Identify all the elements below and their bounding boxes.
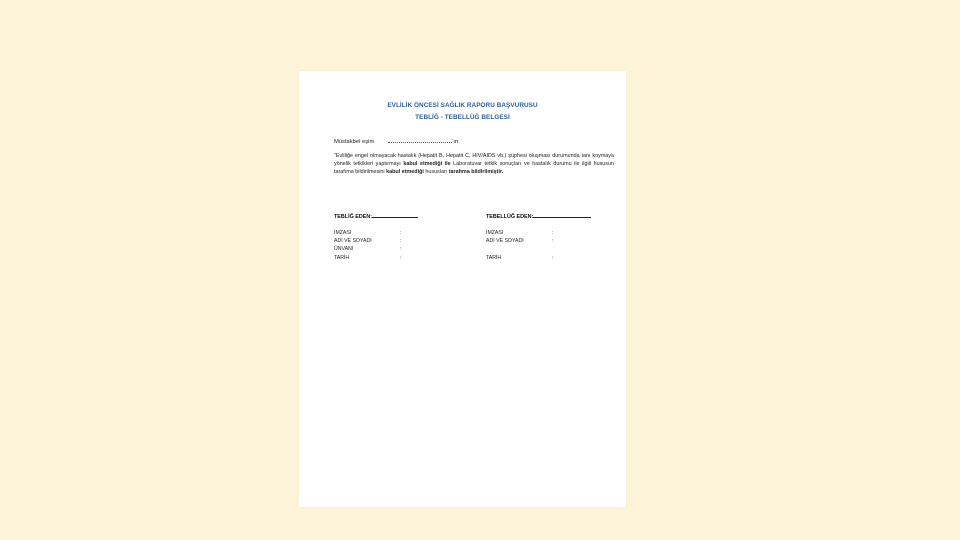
- field-colon: :: [400, 246, 402, 253]
- field-label: TARİH: [334, 254, 350, 261]
- field-label: ADI VE SOYADI: [334, 238, 372, 245]
- recipient-line: [334, 138, 458, 145]
- paragraph-bold-3: tarafıma bildirilmiştir.: [448, 169, 504, 176]
- field-label: ÜNVANI: [334, 246, 354, 253]
- field-colon: :: [552, 238, 554, 245]
- paragraph-bold-2: kabul etmediği: [386, 169, 424, 176]
- field-label: İMZASI: [486, 230, 504, 236]
- left-field-signature: [334, 230, 402, 238]
- left-field-title: [334, 246, 402, 254]
- right-field-date: [486, 254, 554, 263]
- field-label: TARİH: [486, 254, 502, 261]
- document-subtitle: TEBLİĞ - TEBELLÜĞ BELGESİ: [415, 114, 510, 121]
- recipient-suffix: 'ın: [452, 139, 459, 145]
- recipient-label: Müstakbel eşim: [334, 139, 375, 145]
- left-party-heading: [334, 213, 418, 220]
- paragraph-text-3: hususları: [423, 169, 449, 176]
- paragraph-text-2: Laboratuvar tetkik sonuçları ve hastalık durumu ile ilgili hususun tarafıma bildirilmesini: [334, 161, 614, 176]
- right-party-underline: [533, 213, 591, 218]
- statement-paragraph: [334, 152, 614, 177]
- field-colon: :: [400, 254, 402, 261]
- left-field-date: [334, 254, 402, 263]
- field-colon: :: [400, 238, 402, 245]
- field-label: İMZASI: [334, 230, 352, 236]
- left-party-underline: [372, 213, 418, 218]
- right-party-heading: [486, 213, 591, 220]
- right-field-name: [486, 238, 554, 246]
- paragraph-bold-1: kabul etmediği ile: [403, 161, 451, 168]
- left-party-fields: [334, 230, 402, 263]
- right-party-fields: [486, 230, 554, 263]
- field-colon: :: [400, 230, 402, 236]
- document-page: [299, 71, 626, 507]
- field-label: ADI VE SOYADI: [486, 238, 524, 245]
- left-party-heading-text: TEBLİĞ EDEN:: [334, 214, 373, 220]
- right-field-empty: [486, 246, 524, 254]
- paragraph-text-1: "Evliliğe engel olmayacak hastalık (Hepatit B, Hepatit C, HIV/AIDS vb.) şüphesi oluşması durumunda tanı koymaya yönelik tetkikleri yaptırmayı: [334, 153, 614, 168]
- field-colon: :: [552, 254, 554, 261]
- field-colon: :: [552, 230, 554, 236]
- right-party-heading-text: TEBELLÜĞ EDEN:: [486, 214, 534, 220]
- right-field-signature: [486, 230, 554, 238]
- document-title: EVLİLİK ÖNCESİ SAĞLIK RAPORU BAŞVURUSU: [387, 102, 538, 109]
- recipient-blank: [388, 138, 452, 143]
